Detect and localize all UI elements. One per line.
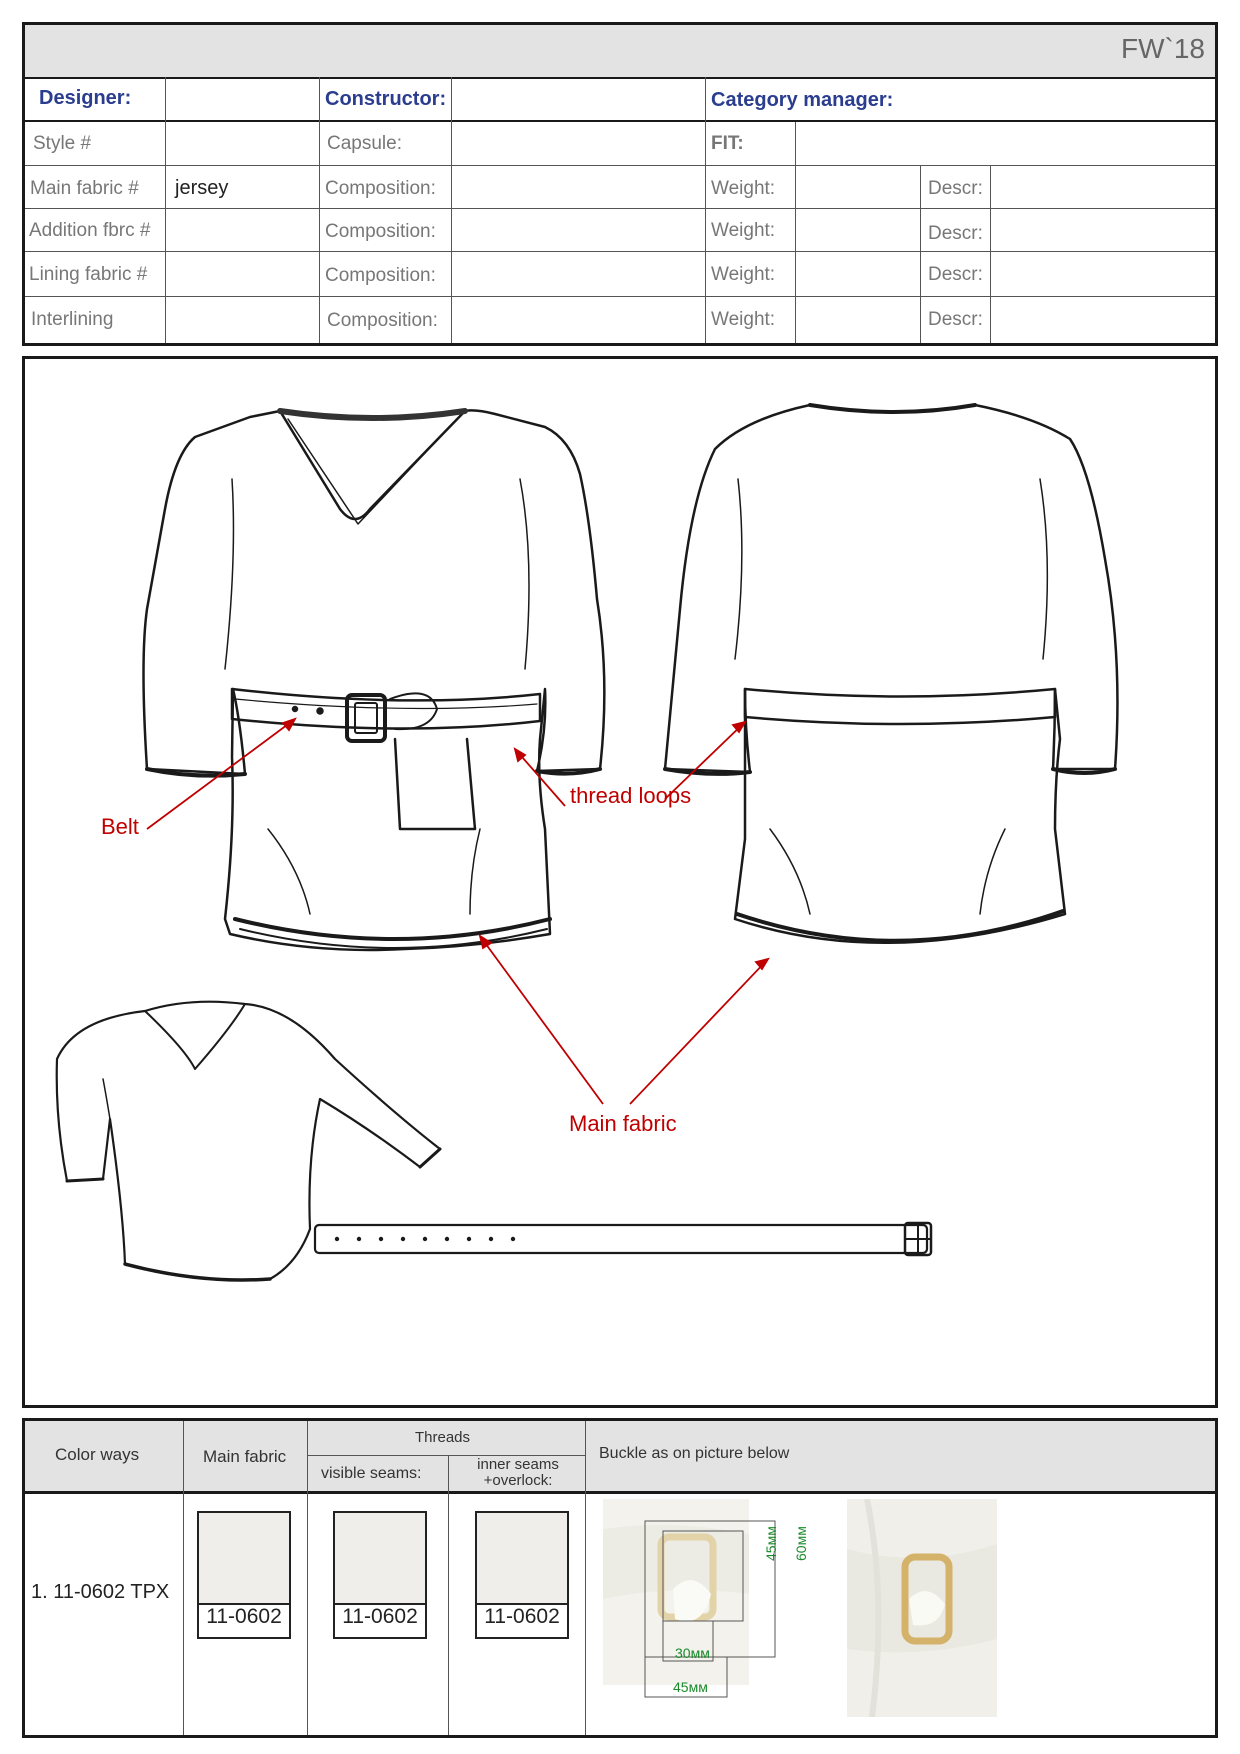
swatch-code: 11-0602 [484, 1605, 560, 1628]
col-divider [705, 77, 706, 343]
descr-label: Descr: [928, 178, 983, 199]
col-divider [920, 165, 921, 343]
back-view-sketch [665, 405, 1117, 943]
composition-label: Composition: [325, 221, 436, 242]
main-fabric-header: Main fabric [203, 1447, 287, 1466]
buckle-photo [847, 1499, 997, 1717]
buckle-dimension-lines [603, 1499, 813, 1709]
swatch-chip [477, 1513, 567, 1605]
colorways-table [22, 1418, 1218, 1738]
threads-header: Threads [415, 1429, 471, 1446]
outer-height-dimension: 60мм [793, 1526, 809, 1561]
col-divider [319, 77, 320, 343]
inner-seams-swatch [475, 1511, 569, 1639]
col-divider [990, 165, 991, 343]
spec-header-table [22, 22, 1218, 346]
inner-width-dimension: 30мм [675, 1645, 710, 1661]
belt-holes [335, 1237, 515, 1241]
row-divider [25, 165, 1215, 166]
season-label: FW`18 [1121, 33, 1205, 64]
main-fabric-callout: Main fabric [569, 1111, 677, 1136]
col-divider [183, 1421, 184, 1735]
composition-label: Composition: [325, 178, 436, 199]
category-manager-label: Category manager: [711, 89, 894, 111]
row-divider [25, 251, 1215, 252]
callout-arrows [147, 719, 768, 1104]
visible-seams-swatch [333, 1511, 427, 1639]
thread-loops-callout: thread loops [570, 783, 692, 808]
belt-flat-sketch [315, 1223, 931, 1255]
capsule-label: Capsule: [327, 133, 402, 154]
composition-label: Composition: [327, 310, 438, 331]
interlining-label: Interlining [31, 309, 114, 330]
designer-label: Designer: [39, 87, 132, 109]
swatch-code: 11-0602 [342, 1605, 418, 1628]
constructor-label: Constructor: [325, 88, 447, 110]
swatch-code: 11-0602 [206, 1605, 282, 1628]
outer-width-dimension: 45мм [673, 1679, 708, 1695]
style-label: Style # [33, 133, 92, 154]
lining-fabric-label: Lining fabric # [29, 264, 148, 285]
composition-label: Composition: [325, 265, 436, 286]
col-divider [451, 77, 452, 343]
descr-label: Descr: [928, 264, 983, 285]
buckle-header: Buckle as on picture below [599, 1445, 790, 1462]
swatch-chip [335, 1513, 425, 1605]
descr-label: Descr: [928, 223, 983, 244]
visible-seams-header: visible seams: [321, 1465, 422, 1482]
weight-label: Weight: [711, 309, 776, 330]
row-divider [25, 120, 1215, 122]
col-divider [585, 1421, 586, 1735]
row-divider [25, 296, 1215, 297]
weight-label: Weight: [711, 178, 776, 199]
row-divider [25, 208, 1215, 209]
buckle-on-garment-illustration [847, 1499, 997, 1717]
color-ways-header: Color ways [55, 1445, 140, 1464]
col-divider [795, 122, 796, 343]
flat-sketches [25, 359, 1215, 1405]
weight-label: Weight: [711, 220, 776, 241]
descr-label: Descr: [928, 309, 983, 330]
swatch-chip [199, 1513, 289, 1605]
col-divider [448, 1455, 449, 1735]
main-fabric-value: jersey [175, 177, 229, 199]
season-bar [25, 25, 1215, 79]
main-fabric-label: Main fabric # [30, 178, 139, 199]
col-divider [307, 1421, 308, 1735]
addition-fabric-label: Addition fbrc # [29, 220, 151, 241]
inner-height-dimension: 45мм [763, 1526, 779, 1561]
main-fabric-swatch [197, 1511, 291, 1639]
weight-label: Weight: [711, 264, 776, 285]
belt-callout: Belt [101, 814, 139, 839]
inner-seams-header: inner seams +overlock: [477, 1456, 559, 1489]
color-way-value: 1. 11-0602 TPX [31, 1581, 170, 1603]
front-view-sketch [144, 410, 605, 950]
technical-sketch-area [22, 356, 1218, 1408]
fit-label: FIT: [711, 133, 744, 154]
col-divider [165, 77, 166, 343]
